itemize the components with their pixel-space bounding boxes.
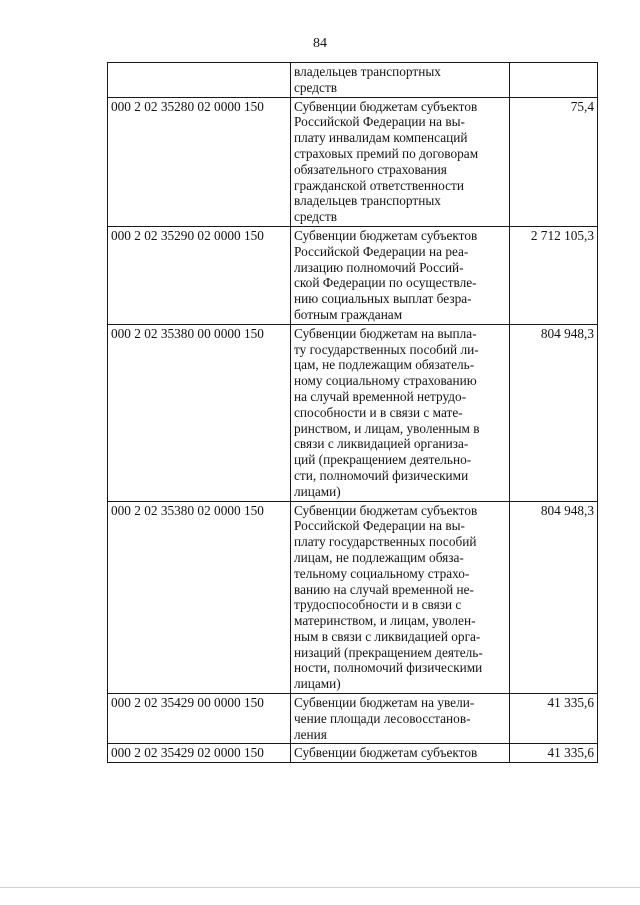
description-line: ботным гражданам (294, 306, 403, 322)
budget-code-cell: 000 2 02 35380 00 0000 150 (108, 324, 291, 501)
description-line: материнством, и лицам, уволен- (294, 613, 476, 629)
table-row (108, 694, 598, 744)
description-line: низаций (прекращением деятель- (294, 644, 483, 660)
description-line: ций (прекращением деятельно- (294, 452, 472, 468)
description-line: Российской Федерации на вы- (294, 518, 465, 534)
table-row (108, 501, 598, 694)
description-line: ской Федерации по осуществле- (294, 275, 477, 291)
amount-cell: 75,4 (510, 97, 598, 226)
description-line: ному социальному страхованию (294, 373, 477, 389)
description-line: плату инвалидам компенсаций (294, 130, 468, 146)
description-line: трудоспособности и в связи с (294, 597, 462, 613)
budget-code-cell: 000 2 02 35290 02 0000 150 (108, 226, 291, 324)
description-line: Субвенции бюджетам субъектов (294, 502, 478, 518)
budget-code-cell: 000 2 02 35380 02 0000 150 (108, 501, 291, 694)
description-line: чение площади лесовосстанов- (294, 710, 471, 726)
description-line: Субвенции бюджетам на выпла- (294, 325, 477, 341)
description-line: ринством, и лицам, уволенным в (294, 420, 480, 436)
description-line: страховых премий по договорам (294, 145, 479, 161)
budget-table (107, 62, 598, 763)
description-line: Субвенции бюджетам на увели- (294, 695, 475, 711)
description-line: цам, не подлежащим обязатель- (294, 357, 475, 373)
description-line: обязательного страхования (294, 161, 447, 177)
amount-cell (510, 63, 598, 98)
description-line: нию социальных выплат безра- (294, 291, 472, 307)
description-line: ления (294, 726, 327, 742)
description-line: гражданской ответственности (294, 177, 464, 193)
table-row (108, 324, 598, 501)
amount-cell: 804 948,3 (510, 324, 598, 501)
amount-cell: 804 948,3 (510, 501, 598, 694)
description-cell (291, 501, 510, 694)
amount-cell: 41 335,6 (510, 694, 598, 744)
budget-code-cell (108, 63, 291, 98)
description-line: на случай временной нетрудо- (294, 388, 467, 404)
description-line: Российской Федерации на реа- (294, 243, 469, 259)
description-line: средств (294, 209, 338, 225)
page-number: 84 (313, 36, 327, 51)
description-line: ту государственных пособий ли- (294, 341, 479, 357)
description-line: лицам, не подлежащим обяза- (294, 549, 464, 565)
budget-code-cell: 000 2 02 35429 00 0000 150 (108, 694, 291, 744)
budget-code-cell: 000 2 02 35429 02 0000 150 (108, 744, 291, 763)
description-line: лицами) (294, 676, 341, 692)
table-row (108, 63, 598, 98)
description-line: плату государственных пособий (294, 534, 477, 550)
description-line: лизацию полномочий Россий- (294, 259, 464, 275)
description-line: Субвенции бюджетам субъектов (294, 745, 478, 761)
table-row (108, 744, 598, 763)
description-cell (291, 63, 510, 98)
description-line: ным в связи с ликвидацией орга- (294, 628, 481, 644)
amount-cell: 41 335,6 (510, 744, 598, 763)
description-line: тельному социальному страхо- (294, 565, 470, 581)
description-line: Российской Федерации на вы- (294, 114, 465, 130)
description-line: сти, полномочий физическими (294, 467, 469, 483)
budget-code-cell: 000 2 02 35280 02 0000 150 (108, 97, 291, 226)
description-line: средств (294, 79, 338, 95)
description-cell (291, 226, 510, 324)
description-line: ности, полномочий физическими (294, 660, 483, 676)
table-row (108, 226, 598, 324)
description-line: ванию на случай временной не- (294, 581, 474, 597)
description-cell (291, 324, 510, 501)
description-line: способности и в связи с мате- (294, 404, 463, 420)
description-line: Субвенции бюджетам субъектов (294, 98, 478, 114)
description-line: Субвенции бюджетам субъектов (294, 227, 478, 243)
budget-table-body (108, 63, 598, 763)
description-cell (291, 694, 510, 744)
description-cell (291, 97, 510, 226)
description-cell (291, 744, 510, 763)
description-line: связи с ликвидацией организа- (294, 436, 469, 452)
table-row (108, 97, 598, 226)
description-line: владельцев транспортных (294, 193, 441, 209)
description-line: лицами) (294, 483, 341, 499)
amount-cell: 2 712 105,3 (510, 226, 598, 324)
scan-bottom-edge (0, 887, 640, 888)
description-line: владельцев транспортных (294, 64, 441, 79)
